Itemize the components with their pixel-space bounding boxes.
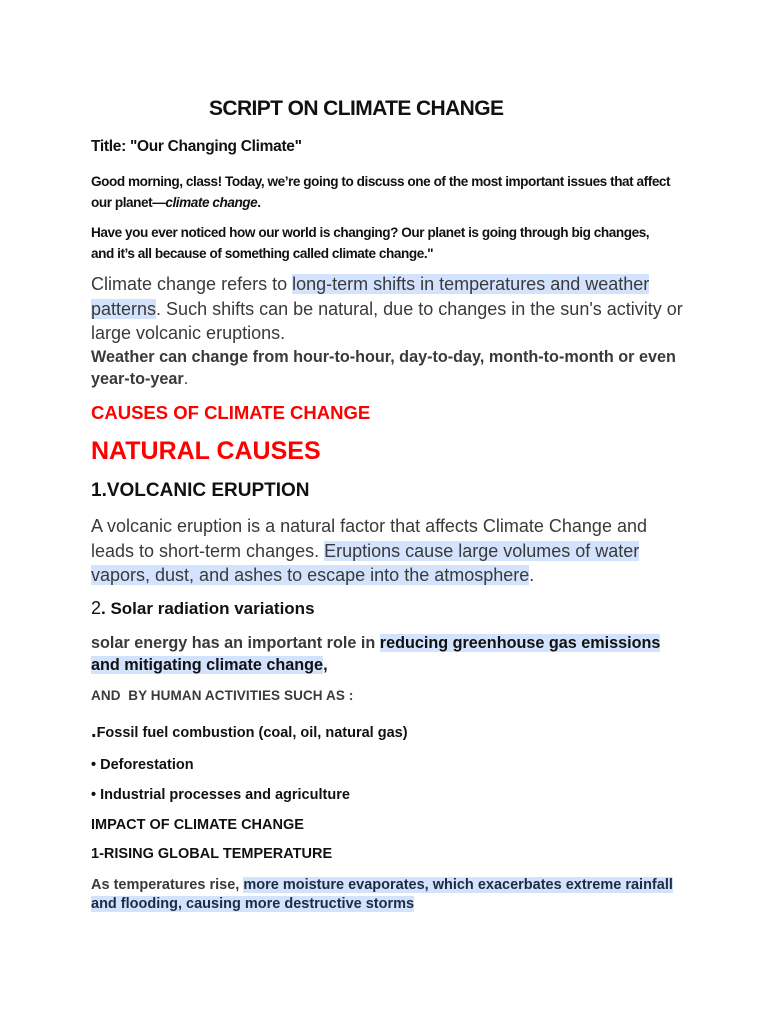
definition-highlight: long-term shifts in temperatures and weather patterns <box>91 274 650 319</box>
rising-temperature-paragraph <box>91 876 691 914</box>
solar-highlight: reducing greenhouse gas emissions and mitigating climate change <box>91 634 661 674</box>
natural-causes-heading: NATURAL CAUSES <box>91 437 321 465</box>
volcanic-paragraph <box>91 514 691 588</box>
weather-text: Weather can change from hour-to-hour, day-to-day, month-to-month or even year-to-year <box>91 348 676 388</box>
definition-after: . Such shifts can be natural, due to changes in the sun's activity or large volcanic eruptions. <box>91 298 683 343</box>
volcanic-highlight: Eruptions cause large volumes of water vapors, dust, and ashes to escape into the atmosphere <box>91 540 640 585</box>
solar-number: 2 <box>91 598 102 618</box>
solar-heading-text: . Solar radiation variations <box>101 599 315 618</box>
industrial-item: • Industrial processes and agriculture <box>91 787 350 803</box>
weather-end: . <box>183 370 189 388</box>
fossil-fuel-item <box>91 720 691 743</box>
volcanic-after: . <box>529 565 535 585</box>
rising-highlight: more moisture evaporates, which exacerbates extreme rainfall and flooding, causing more destructive storms <box>91 877 673 912</box>
causes-heading: CAUSES OF CLIMATE CHANGE <box>91 402 371 423</box>
rising-temperature-heading: 1-RISING GLOBAL TEMPERATURE <box>91 846 333 862</box>
greeting-paragraph <box>91 171 671 213</box>
main-title: SCRIPT ON CLIMATE CHANGE <box>209 97 504 120</box>
script-title: Title: "Our Changing Climate" <box>91 138 302 155</box>
rising-before: As temperatures rise, <box>91 877 244 893</box>
impact-heading: IMPACT OF CLIMATE CHANGE <box>91 817 304 833</box>
volcanic-before: A volcanic eruption is a natural factor that affects Climate Change and leads to short-term changes. <box>91 516 647 561</box>
definition-paragraph <box>91 272 691 346</box>
weather-paragraph <box>91 346 691 390</box>
deforestation-item: • Deforestation <box>91 757 194 773</box>
fossil-text: Fossil fuel combustion (coal, oil, natural gas) <box>96 725 408 741</box>
greeting-end: . <box>257 195 261 210</box>
human-activities-heading: AND BY HUMAN ACTIVITIES SUCH AS : <box>91 688 354 703</box>
solar-after: , <box>323 656 328 674</box>
greeting-text: Good morning, class! Today, we’re going to discuss one of the most important issues that affect our planet— <box>91 174 671 210</box>
solar-heading <box>91 598 691 619</box>
solar-before: solar energy has an important role in <box>91 634 380 652</box>
question-paragraph: Have you ever noticed how our world is changing? Our planet is going through big changes, and it’s all because of something called climate change." <box>91 225 650 261</box>
definition-before: Climate change refers to <box>91 274 293 294</box>
fossil-bullet: . <box>91 720 97 742</box>
solar-paragraph <box>91 632 691 676</box>
greeting-italic: climate change <box>165 195 258 210</box>
volcanic-heading: 1.VOLCANIC ERUPTION <box>91 480 310 501</box>
